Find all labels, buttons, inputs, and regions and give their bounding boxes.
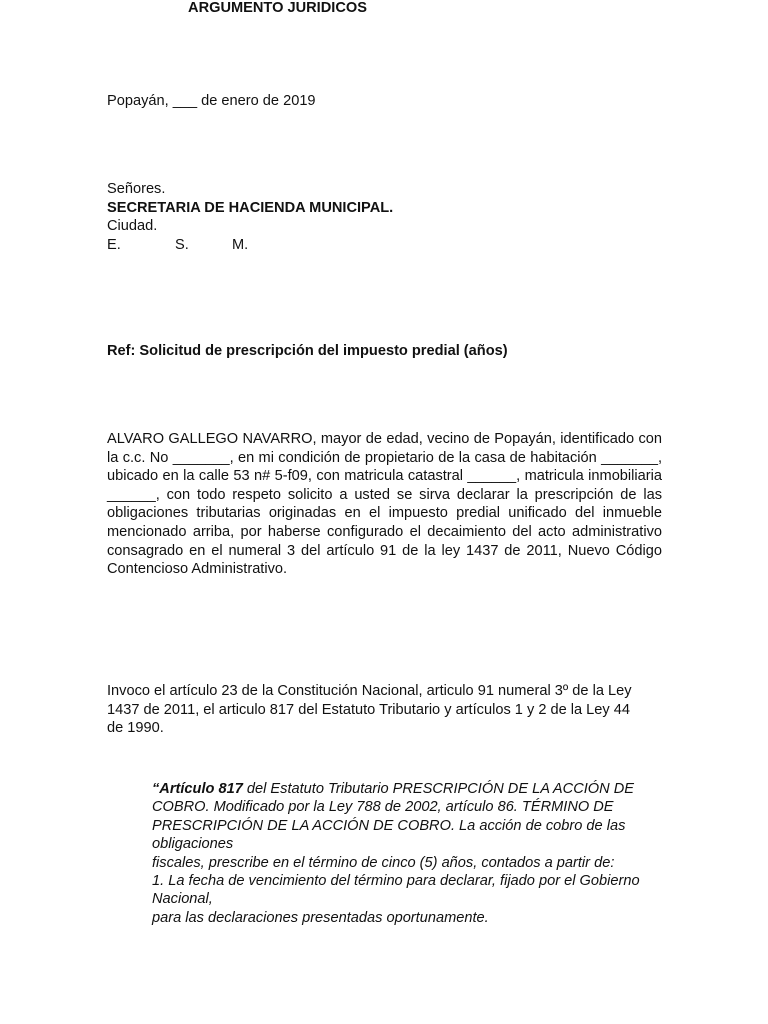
quote-line: para las declaraciones presentadas oportunamente. [152, 909, 489, 926]
reference-line: Ref: Solicitud de prescripción del impuesto predial (años) [107, 343, 508, 359]
legal-quote [152, 780, 664, 927]
quote-line-rest: del Estatuto Tributario PRESCRIPCIÓN DE LA ACCIÓN DE [242, 781, 635, 797]
section-heading: ARGUMENTO JURIDICOS [188, 0, 367, 16]
legal-line: Invoco el artículo 23 de la Constitución Nacional, articulo 91 numeral 3º de la Ley [107, 683, 632, 699]
quote-line: Nacional, [152, 891, 213, 908]
legal-line: de 1990. [107, 720, 164, 737]
quote-line: fiscales, prescribe en el término de cinco (5) años, contados a partir de: [152, 854, 615, 871]
quote-line: PRESCRIPCIÓN DE LA ACCIÓN DE COBRO. La acción de cobro de las [152, 817, 626, 834]
city: Ciudad. [107, 218, 158, 235]
legal-line: 1437 de 2011, el articulo 817 del Estatuto Tributario y artículos 1 y 2 de la Ley 44 [107, 701, 631, 718]
salutation: Señores. [107, 181, 166, 197]
date-line: Popayán, ___ de enero de 2019 [107, 93, 316, 109]
esm-line [107, 236, 662, 255]
quote-line [152, 780, 664, 798]
quote-line: obligaciones [152, 836, 234, 853]
esm-m: M. [232, 236, 249, 253]
quote-line: 1. La fecha de vencimiento del término para declarar, fijado por el Gobierno [152, 873, 640, 890]
body-paragraph: ALVARO GALLEGO NAVARRO, mayor de edad, vecino de Popayán, identificado con la c.c. No _______, en mi condición de propietario de la casa de habitación _______, ubicado en la calle 53 n# 5-f09, con matricula catastral ______, matricula inmobiliaria ______, con todo respeto solicito a usted se sirva declarar la prescripción de las obligaciones tributarias originadas en el impuesto predial unificado del inmueble mencionado arriba, por haberse configurado el decaimiento del acto administrativo consagrado en el numeral 3 del artículo 91 de la ley 1437 de 2011, Nuevo Código Contencioso Administrativo. [107, 431, 662, 578]
esm-s: S. [175, 236, 189, 253]
quote-article-ref: “Artículo 817 [152, 781, 243, 797]
legal-basis-paragraph [107, 682, 662, 738]
recipient: SECRETARIA DE HACIENDA MUNICIPAL. [107, 199, 394, 216]
address-block [107, 180, 662, 254]
quote-line: COBRO. Modificado por la Ley 788 de 2002, artículo 86. TÉRMINO DE [152, 799, 614, 816]
esm-e: E. [107, 236, 121, 253]
